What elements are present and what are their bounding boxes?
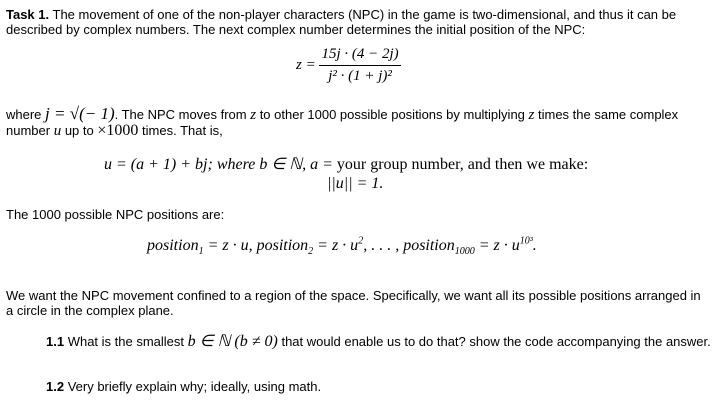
question-1-2-text: Very briefly explain why; ideally, using math.	[67, 379, 322, 394]
question-1-1-text-a: What is the smallest	[67, 334, 185, 349]
eq1-lhs: z =	[296, 56, 316, 73]
position-1-rhs: = z · u,	[207, 237, 253, 254]
goal-paragraph: We want the NPC movement confined to a region of the space. Specifically, we want all its possible positions arranged in a circle in the complex plane.	[6, 288, 701, 318]
eq2-math: u = (a + 1) + bj;	[104, 156, 213, 173]
where-text-b: to other 1000 possible positions by multiplying	[259, 107, 525, 122]
positions-label: The 1000 possible NPC positions are:	[6, 207, 225, 222]
question-1-1	[46, 334, 711, 349]
task-label: Task 1.	[6, 7, 50, 22]
eq2-norm: ||u|| = 1.	[327, 175, 384, 192]
equation-u	[104, 154, 588, 174]
eq2-condition: b ∈ ℕ, a =	[259, 156, 333, 173]
z-symbol-2: z	[528, 107, 535, 123]
task-intro	[6, 7, 711, 37]
positions-end: .	[532, 237, 537, 254]
z-symbol-1: z	[250, 107, 257, 123]
where-lead: where	[6, 107, 42, 122]
where-text-a: . The NPC moves from	[114, 107, 247, 122]
question-1-2-label: 1.2	[46, 379, 65, 394]
position-1000-sub: 1000	[454, 246, 475, 258]
position-1000-sup: 10³	[519, 235, 533, 247]
position-1000: position	[403, 237, 455, 254]
question-1-1-label: 1.1	[46, 334, 65, 349]
position-2-sup: 2	[358, 235, 364, 247]
position-2: position	[256, 237, 309, 254]
eq1-numerator: 15j · (4 − 2j)	[319, 46, 400, 66]
eq2-where: where	[216, 156, 256, 173]
where-text-c: times the same complex number	[6, 107, 679, 138]
where-paragraph	[6, 106, 711, 139]
question-1-1-text-b: that would enable us to do that? show the code accompanying the answer.	[281, 334, 711, 349]
where-text-e: times. That is,	[142, 123, 223, 138]
positions-dots: , . . . ,	[363, 237, 400, 254]
u-symbol: u	[53, 123, 62, 139]
times-1000: ×1000	[97, 122, 139, 139]
eq1-fraction	[319, 46, 400, 85]
position-1000-rhs: = z · u	[478, 237, 520, 254]
question-1-2	[46, 379, 711, 394]
question-1-1-math: b ∈ ℕ (b ≠ 0)	[187, 333, 278, 350]
task-intro-text: The movement of one of the non-player characters (NPC) in the game is two-dimensional, and thus it can be described by complex numbers. The next complex number determines the initial position of the NPC:	[6, 7, 677, 37]
eq2-text: your group number, and then we make:	[336, 156, 589, 173]
position-1-sub: 1	[198, 246, 204, 258]
position-2-sub: 2	[308, 246, 314, 258]
position-1: position	[147, 237, 199, 254]
equation-z	[296, 46, 401, 85]
where-text-d: up to	[64, 123, 94, 138]
j-definition: j = √(− 1)	[45, 104, 115, 123]
equation-norm	[327, 175, 383, 193]
eq1-denominator: j² · (1 + j)²	[328, 68, 392, 84]
position-2-rhs: = z · u	[317, 237, 359, 254]
equation-positions	[147, 235, 537, 258]
